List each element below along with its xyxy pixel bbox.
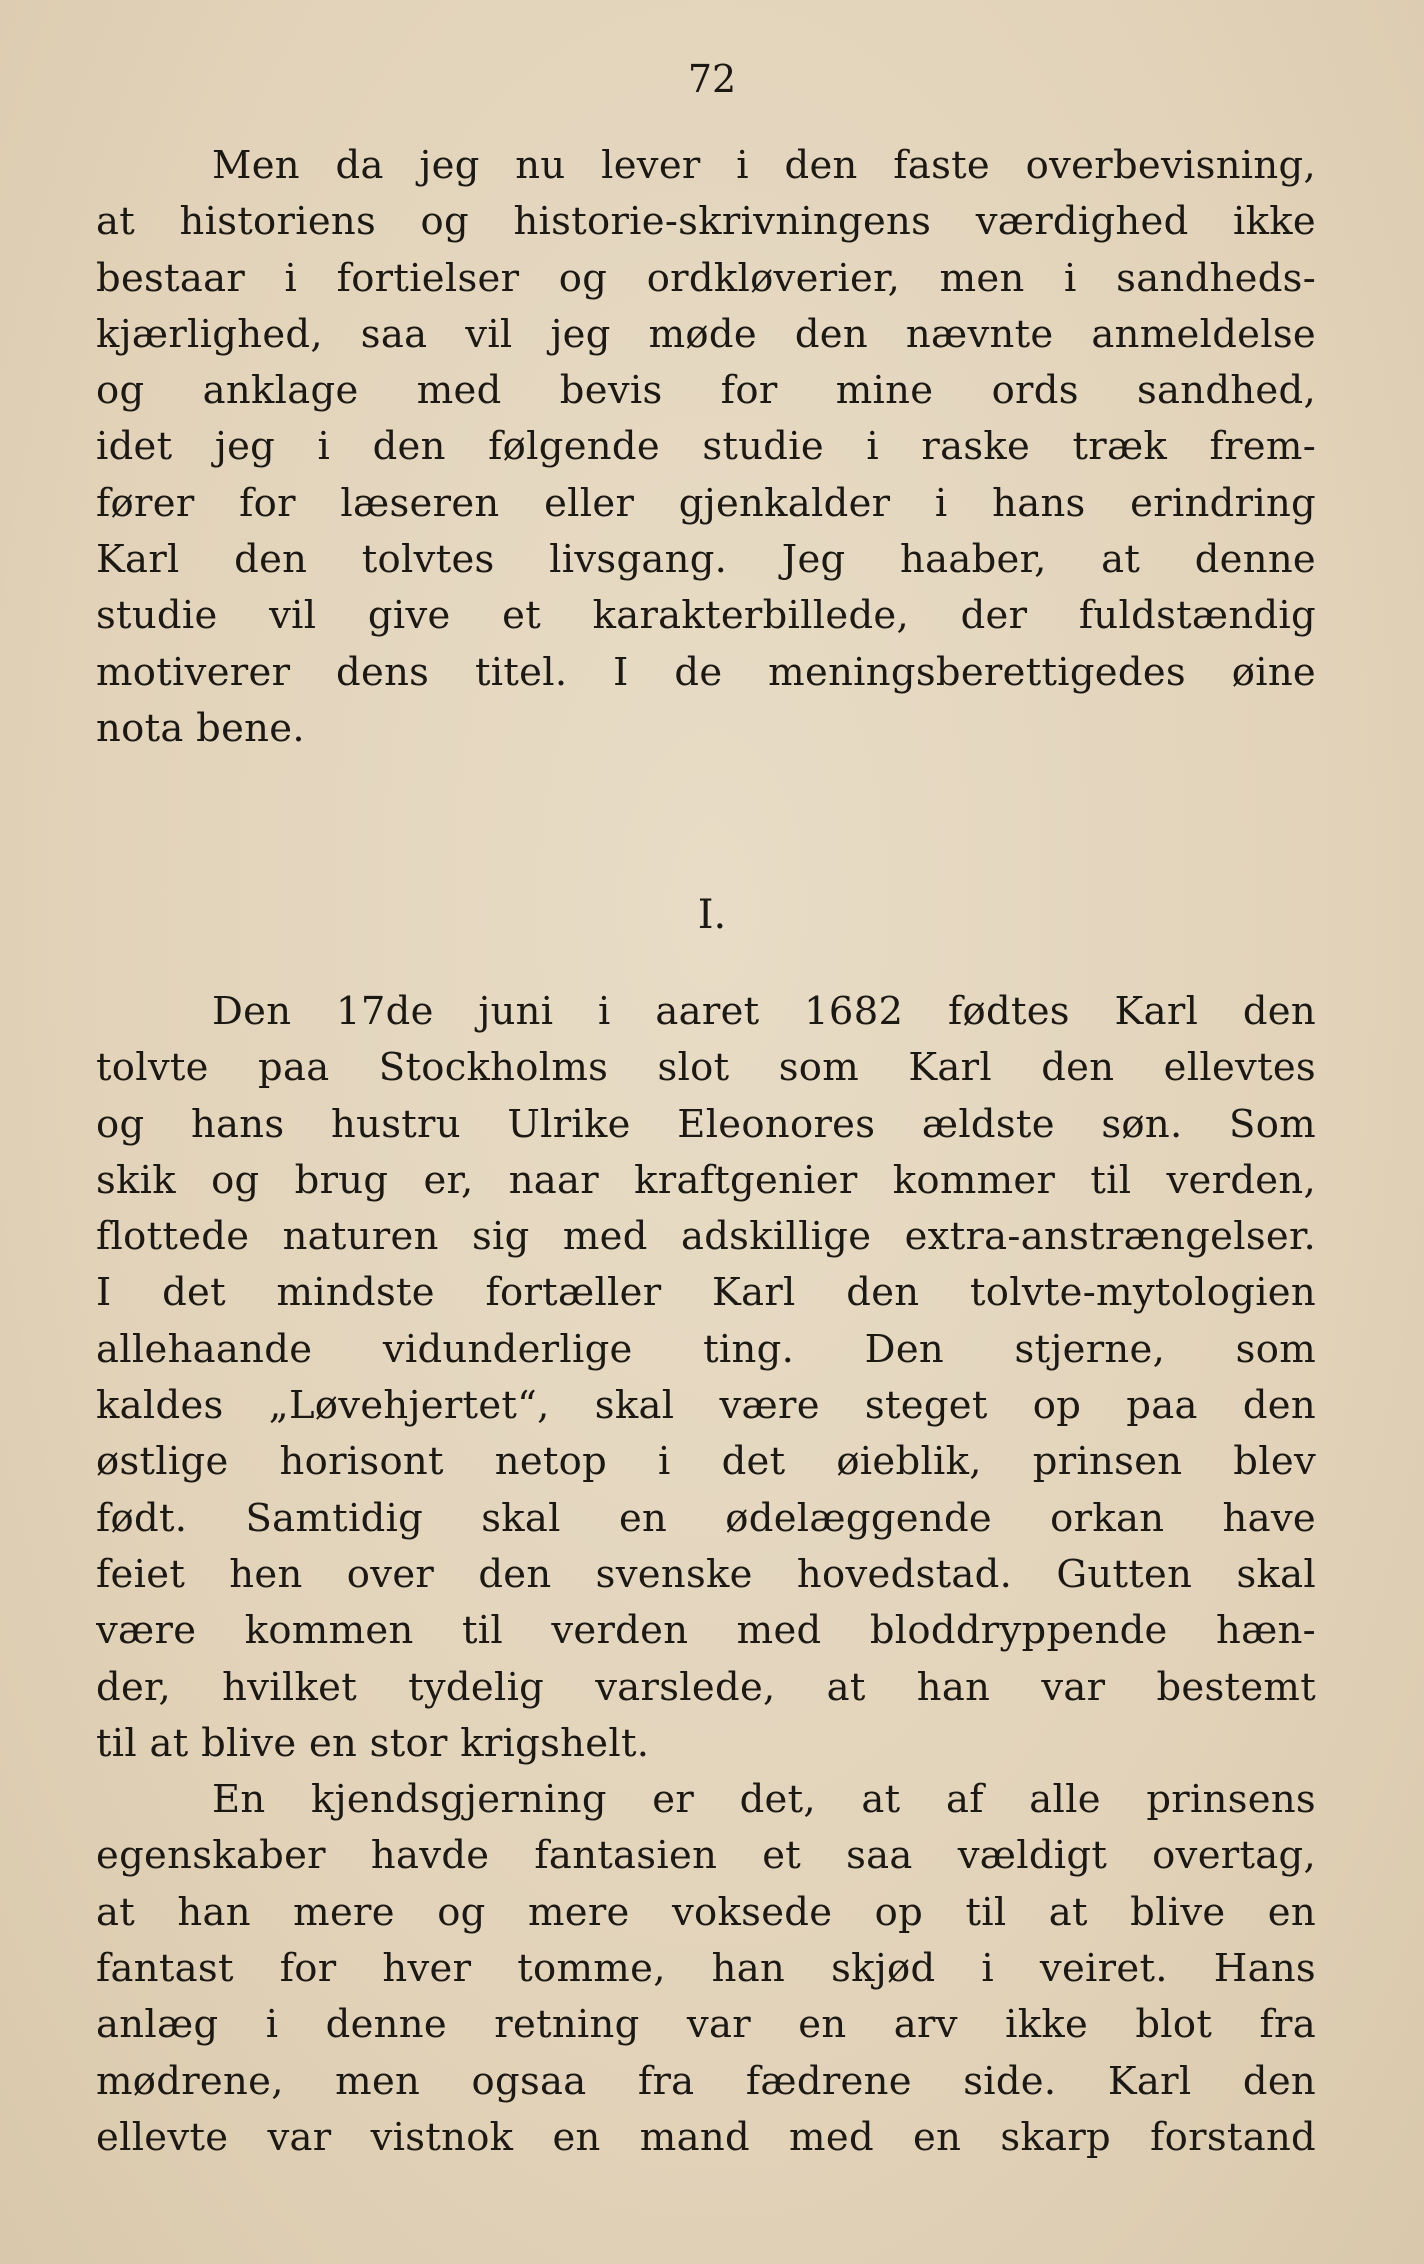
text-line: kaldes „Løvehjertet“, skal være steget op paa den (96, 1383, 1316, 1429)
text-line: En kjendsgjerning er det, at af alle prinsens (212, 1777, 1316, 1823)
text-line: tolvte paa Stockholms slot som Karl den ellevtes (96, 1045, 1316, 1091)
text-line: Den 17de juni i aaret 1682 fødtes Karl den (212, 989, 1316, 1034)
text-line: idet jeg i den følgende studie i raske træk frem- (96, 424, 1316, 470)
text-line: og anklage med bevis for mine ords sandhed, (96, 368, 1316, 414)
text-line: til at blive en stor krigshelt. (96, 1720, 650, 1766)
text-line: der, hvilket tydelig varslede, at han var bestemt (96, 1664, 1316, 1710)
text-line: I det mindste fortæller Karl den tolvte-mytologien (96, 1270, 1316, 1316)
text-line: og hans hustru Ulrike Eleonores ældste søn. Som (96, 1101, 1316, 1147)
text-line: at historiens og historie-skrivningens værdighed ikke (96, 199, 1316, 245)
text-line: nota bene. (96, 705, 305, 751)
text-line: skik og brug er, naar kraftgenier kommer til verden, (96, 1157, 1316, 1203)
page-number: 72 (687, 57, 737, 101)
text-line: studie vil give et karakterbillede, der fuldstændig (96, 593, 1316, 639)
text-line: bestaar i fortielser og ordkløverier, men i sandheds- (96, 255, 1316, 301)
text-line: fantast for hver tomme, han skjød i veiret. Hans (96, 1946, 1316, 1992)
text-line: feiet hen over den svenske hovedstad. Gutten skal (96, 1551, 1316, 1597)
text-line: Men da jeg nu lever i den faste overbevisning, (212, 143, 1316, 188)
text-line: fører for læseren eller gjenkalder i hans erindring (96, 480, 1316, 526)
text-line: ellevte var vistnok en mand med en skarp forstand (96, 2114, 1316, 2160)
text-line: egenskaber havde fantasien et saa vældigt overtag, (96, 1833, 1316, 1879)
text-line: allehaande vidunderlige ting. Den stjerne, som (96, 1326, 1316, 1372)
text-line: flottede naturen sig med adskillige extra-anstrængelser. (96, 1214, 1316, 1260)
chapter-heading: I. (697, 892, 727, 938)
text-line: anlæg i denne retning var en arv ikke blot fra (96, 2002, 1316, 2048)
text-line: østlige horisont netop i det øieblik, prinsen blev (96, 1439, 1316, 1485)
intro-paragraph (96, 138, 1316, 757)
text-line: være kommen til verden med bloddryppende hæn- (96, 1608, 1316, 1654)
text-line: mødrene, men ogsaa fra fædrene side. Karl den (96, 2058, 1316, 2104)
text-line: at han mere og mere voksede op til at blive en (96, 1889, 1316, 1935)
text-line: motiverer dens titel. I de meningsberettigedes øine (96, 649, 1316, 695)
chapter-body (96, 984, 1316, 2166)
text-line: født. Samtidig skal en ødelæggende orkan have (96, 1495, 1316, 1541)
text-line: Karl den tolvtes livsgang. Jeg haaber, at denne (96, 537, 1316, 583)
text-line: kjærlighed, saa vil jeg møde den nævnte anmeldelse (96, 311, 1316, 357)
